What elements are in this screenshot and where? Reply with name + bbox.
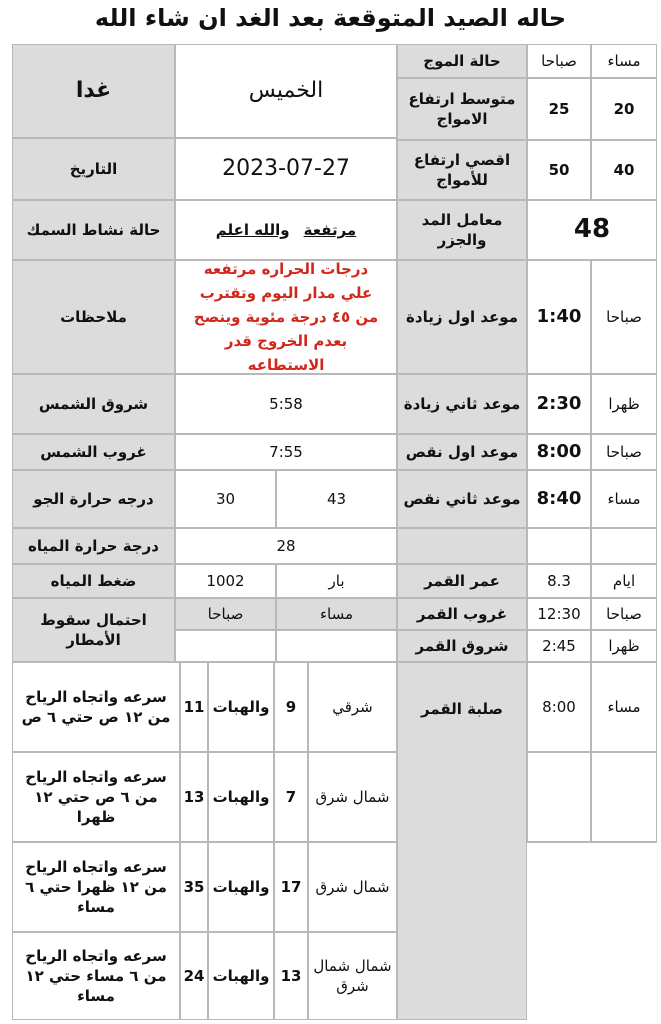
wind-1-direction: شمال شرق (308, 752, 397, 842)
moonrise-period: ظهرا (591, 630, 657, 662)
fish-activity-note: والله اعلم (215, 220, 290, 239)
wind-2-label: سرعه واتجاه الرياح من ١٢ ظهرا حتي ٦ مساء (12, 842, 180, 932)
rain-morning-value (175, 630, 276, 662)
blank-label-cell (397, 528, 527, 564)
evening-header: مساء (591, 44, 657, 78)
moonrise-label: شروق القمر (397, 630, 527, 662)
date-label: التاريخ (12, 138, 175, 200)
day-name: الخميس (175, 44, 397, 138)
fish-activity-value: مرتفعة (303, 220, 357, 239)
water-temp-label: درجة حرارة المياه (12, 528, 175, 564)
second-high-period: ظهرا (591, 374, 657, 434)
wind-0-gust-word: والهبات (208, 662, 274, 752)
avg-wave-label: متوسط ارتفاع الامواج (397, 78, 527, 140)
wind-3-label: سرعه واتجاه الرياح من ٦ مساء حتي ١٢ مساء (12, 932, 180, 1020)
first-high-period: صباحا (591, 260, 657, 374)
wind-0-speed: 9 (274, 662, 308, 752)
moon-transit-period: مساء (591, 662, 657, 752)
first-low-period: صباحا (591, 434, 657, 470)
moonrise-time: 2:45 (527, 630, 591, 662)
second-low-period: مساء (591, 470, 657, 528)
wind-3-direction: شمال شمال شرق (308, 932, 397, 1020)
wind-2-direction: شمال شرق (308, 842, 397, 932)
rain-evening-value (276, 630, 397, 662)
pressure-unit: بار (276, 564, 397, 598)
wind-2-gust: 35 (180, 842, 208, 932)
wind-2-speed: 17 (274, 842, 308, 932)
notes-label: ملاحظات (12, 260, 175, 374)
wind-3-gust-word: والهبات (208, 932, 274, 1020)
blank-cell (591, 752, 657, 842)
fish-activity-cell (175, 200, 397, 260)
sunset-value: 7:55 (175, 434, 397, 470)
water-temp-value: 28 (175, 528, 397, 564)
moon-age-value: 8.3 (527, 564, 591, 598)
tide-coef-label: معامل المد والجزر (397, 200, 527, 260)
blank-area (527, 842, 657, 1020)
wind-0-gust: 11 (180, 662, 208, 752)
page-title: حاله الصيد المتوقعة بعد الغد ان شاء الله (94, 4, 567, 32)
blank-cell (527, 752, 591, 842)
wind-3-gust: 24 (180, 932, 208, 1020)
moon-transit-label: صلبة القمر (397, 662, 527, 1020)
rain-morning: صباحا (175, 598, 276, 630)
first-high-time: 1:40 (527, 260, 591, 374)
tide-coef-value: 48 (527, 200, 657, 260)
wind-0-direction: شرقي (308, 662, 397, 752)
day-label: غدا (12, 44, 175, 138)
moonset-period: صباحا (591, 598, 657, 630)
blank-cell (591, 528, 657, 564)
second-high-label: موعد ثاني زيادة (397, 374, 527, 434)
wind-1-gust-word: والهبات (208, 752, 274, 842)
rain-evening: مساء (276, 598, 397, 630)
moon-age-label: عمر القمر (397, 564, 527, 598)
moonset-time: 12:30 (527, 598, 591, 630)
air-temp-label: درجه حرارة الجو (12, 470, 175, 528)
air-temp-2: 30 (175, 470, 276, 528)
moon-age-unit: ايام (591, 564, 657, 598)
sunset-label: غروب الشمس (12, 434, 175, 470)
wind-2-gust-word: والهبات (208, 842, 274, 932)
date-value: 2023-07-27 (175, 138, 397, 200)
max-wave-evening: 40 (591, 140, 657, 200)
second-high-time: 2:30 (527, 374, 591, 434)
moon-transit-time: 8:00 (527, 662, 591, 752)
fish-activity-label: حالة نشاط السمك (12, 200, 175, 260)
sunrise-label: شروق الشمس (12, 374, 175, 434)
first-low-time: 8:00 (527, 434, 591, 470)
first-high-label: موعد اول زيادة (397, 260, 527, 374)
rain-label: احتمال سقوط الأمطار (12, 598, 175, 662)
wind-0-label: سرعه واتجاه الرياح من ١٢ ص حتي ٦ ص (12, 662, 180, 752)
wind-3-speed: 13 (274, 932, 308, 1020)
first-low-label: موعد اول نقص (397, 434, 527, 470)
notes-text: درجات الحراره مرتفعه علي مدار اليوم وتقترب من ٤٥ درجة مئوية وينصح بعدم الخروج قدر الاستطاعه (175, 260, 397, 374)
wave-state-label: حالة الموج (397, 44, 527, 78)
pressure-value: 1002 (175, 564, 276, 598)
morning-header: صباحا (527, 44, 591, 78)
second-low-label: موعد ثاني نقص (397, 470, 527, 528)
blank-cell (527, 528, 591, 564)
avg-wave-evening: 20 (591, 78, 657, 140)
moonset-label: غروب القمر (397, 598, 527, 630)
max-wave-label: اقصي ارتفاع للأمواج (397, 140, 527, 200)
wind-1-speed: 7 (274, 752, 308, 842)
avg-wave-morning: 25 (527, 78, 591, 140)
air-temp-1: 43 (276, 470, 397, 528)
wind-1-label: سرعه واتجاه الرياح من ٦ ص حتي ١٢ ظهرا (12, 752, 180, 842)
pressure-label: ضغط المياه (12, 564, 175, 598)
second-low-time: 8:40 (527, 470, 591, 528)
sunrise-value: 5:58 (175, 374, 397, 434)
wind-1-gust: 13 (180, 752, 208, 842)
max-wave-morning: 50 (527, 140, 591, 200)
